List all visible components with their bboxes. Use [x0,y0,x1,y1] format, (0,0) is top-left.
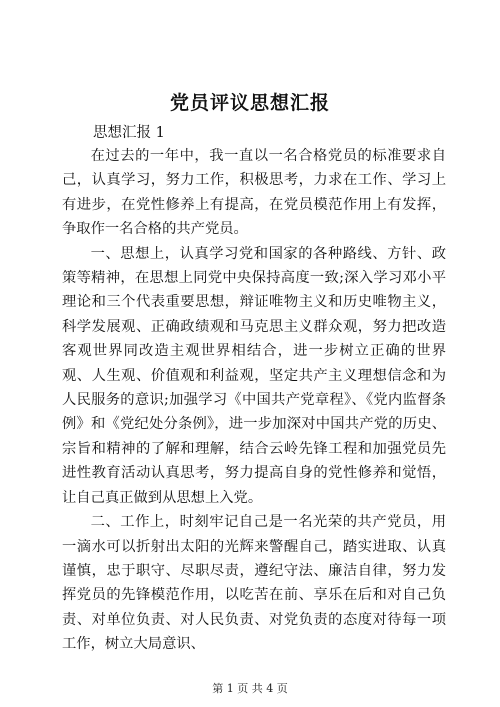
document-body [62,144,446,657]
document-title: 党员评议思想汇报 [169,92,330,114]
document-subtitle: 思想汇报 1 [93,125,165,141]
page-footer: 第 1 页 共 4 页 [212,682,288,695]
paragraph-intro: 在过去的一年中，我一直以一名合格党员的标准要求自己，认真学习，努力工作，积极思考，力求在工作、学习上有进步，在党性修养上有提高，在党员模范作用上有发挥，争取作一名合格的共产党员。 [62,148,446,238]
paragraph-work: 二、工作上，时刻牢记自己是一名光荣的共产党员，用一滴水可以折射出太阳的光辉来警醒自己，踏实进取、认真谨慎，忠于职守、尽职尽责，遵纪守法、廉洁自律，努力发挥党员的先锋模范作用，以吃苦在前、享乐在后和对自己负责、对单位负责、对人民负责、对党负责的态度对待每一项工作，树立大局意识、 [62,514,446,653]
paragraph-thought: 一、思想上，认真学习党和国家的各种路线、方针、政策等精神，在思想上同党中央保持高度一致;深入学习邓小平理论和三个代表重要思想，辩证唯物主义和历史唯物主义，科学发展观、正确政绩观和马克思主义群众观，努力把改造客观世界同改造主观世界相结合，进一步树立正确的世界观、人生观、价值观和利益观，坚定共产主义理想信念和为人民服务的意识;加强学习《中国共产党章程》、《党内监督条例》和《党纪处分条例》，进一步加深对中国共产党的历史、宗旨和精神的了解和理解，结合云岭先锋工程和加强党员先进性教育活动认真思考，努力提高自身的党性修养和觉悟，让自己真正做到从思想上入党。 [62,245,446,506]
